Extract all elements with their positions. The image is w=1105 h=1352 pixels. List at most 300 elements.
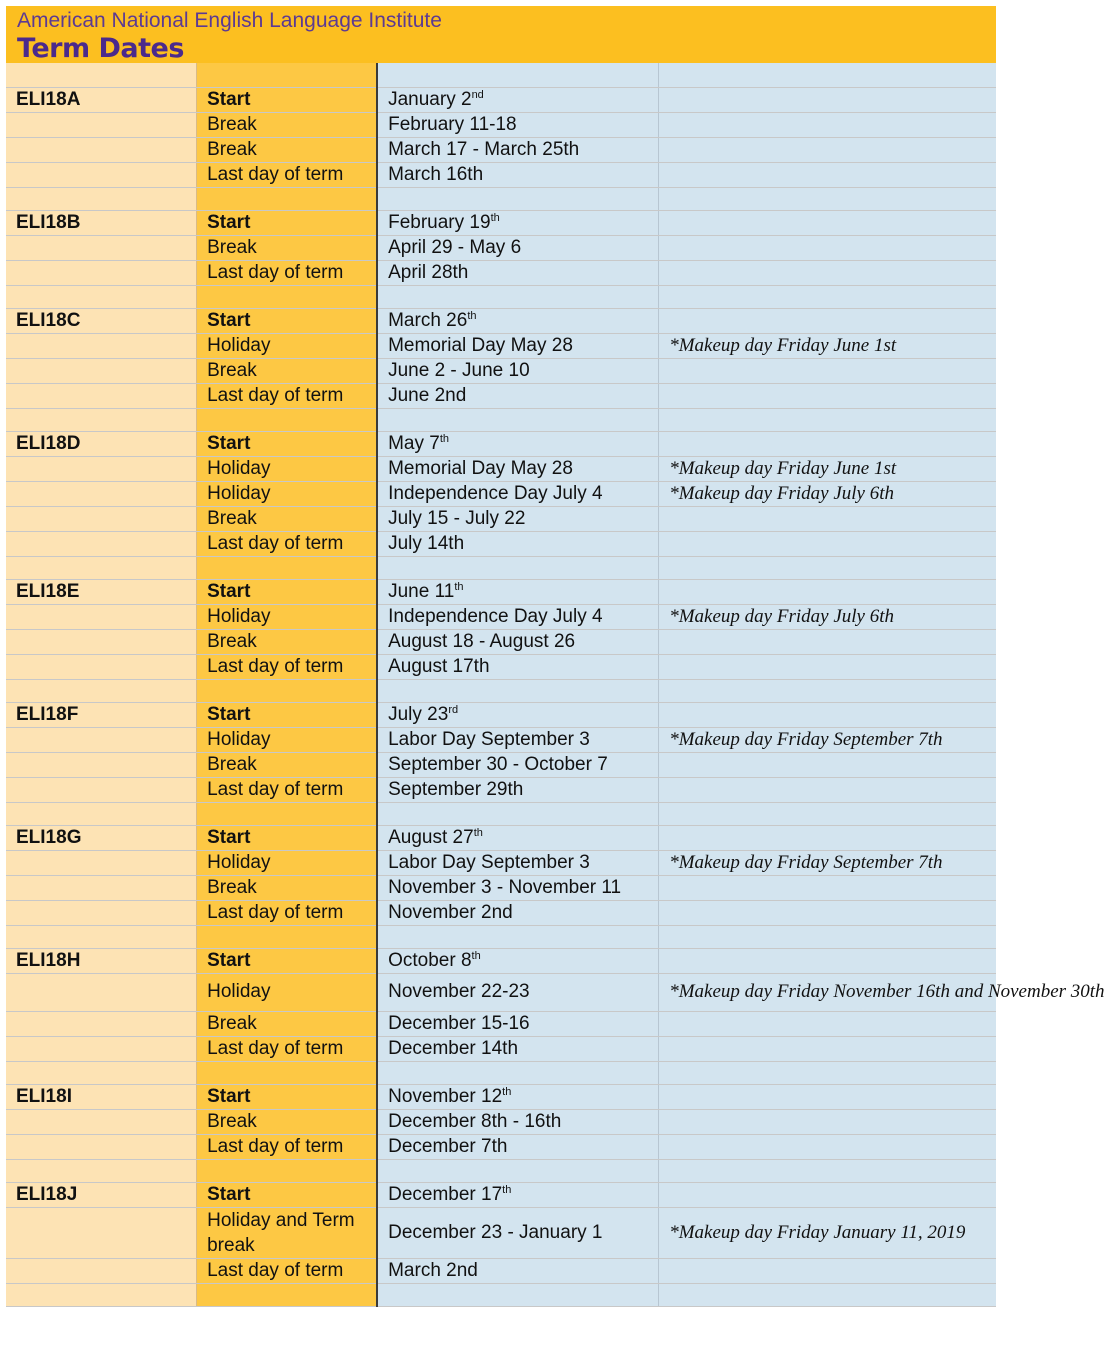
term-cell — [6, 850, 197, 875]
event-label: Break — [207, 507, 257, 529]
term-cell — [6, 531, 197, 556]
term-cell: ELI18A — [6, 87, 197, 112]
term-cell — [6, 727, 197, 752]
event-label: Holiday — [207, 334, 271, 356]
date-text: February 19 — [388, 211, 491, 233]
table-row — [6, 1283, 996, 1306]
date-text: April 29 - May 6 — [388, 236, 522, 258]
note-cell — [659, 187, 996, 210]
event-cell — [197, 802, 378, 825]
table-row — [6, 285, 996, 308]
date-text: June 11 — [388, 580, 455, 602]
date-text: March 16th — [388, 163, 484, 185]
date-cell — [377, 308, 659, 333]
event-label: Break — [207, 630, 257, 652]
term-cell — [6, 973, 197, 1011]
term-cell — [6, 481, 197, 506]
term-cell: ELI18B — [6, 210, 197, 235]
date-text: December 8th - 16th — [388, 1110, 562, 1132]
date-text: March 2nd — [388, 1259, 478, 1281]
event-cell — [197, 506, 378, 531]
date-cell — [377, 1182, 659, 1207]
event-label: Holiday — [207, 728, 271, 750]
event-label: Break — [207, 236, 257, 258]
date-cell — [377, 900, 659, 925]
table-row — [6, 260, 996, 285]
date-cell — [377, 1036, 659, 1061]
event-label: Start — [207, 826, 251, 848]
date-cell — [377, 825, 659, 850]
term-cell — [6, 1283, 197, 1306]
term-cell — [6, 358, 197, 383]
term-cell — [6, 1036, 197, 1061]
event-cell — [197, 383, 378, 408]
date-cell — [377, 1011, 659, 1036]
event-cell — [197, 777, 378, 802]
term-cell — [6, 1207, 197, 1258]
date-text: August 27 — [388, 826, 474, 848]
date-cell — [377, 63, 659, 87]
note-cell — [659, 1283, 996, 1306]
event-label: Start — [207, 309, 251, 331]
event-cell — [197, 948, 378, 973]
event-cell — [197, 752, 378, 777]
date-cell — [377, 1283, 659, 1306]
page-title: Term Dates — [17, 33, 184, 64]
ordinal-suffix: th — [502, 1183, 512, 1196]
event-label: Last day of term — [207, 1135, 344, 1157]
note-cell — [659, 579, 996, 604]
note-cell — [659, 506, 996, 531]
event-cell — [197, 333, 378, 358]
date-text: May 7 — [388, 432, 440, 454]
event-cell — [197, 850, 378, 875]
table-row — [6, 112, 996, 137]
date-text: July 15 - July 22 — [388, 507, 526, 529]
date-cell — [377, 604, 659, 629]
term-cell: ELI18C — [6, 308, 197, 333]
date-text: Independence Day July 4 — [388, 482, 603, 504]
event-cell — [197, 308, 378, 333]
table-row — [6, 727, 996, 752]
ordinal-suffix: nd — [471, 88, 484, 101]
institute-name: American National English Language Institute — [17, 9, 442, 32]
term-cell — [6, 456, 197, 481]
date-text: June 2 - June 10 — [388, 359, 530, 381]
date-text: November 12 — [388, 1085, 503, 1107]
date-cell — [377, 87, 659, 112]
note-cell — [659, 654, 996, 679]
term-cell: ELI18D — [6, 431, 197, 456]
date-text: October 8 — [388, 949, 472, 971]
table-row — [6, 333, 996, 358]
event-label: Start — [207, 580, 251, 602]
note-cell — [659, 431, 996, 456]
event-cell — [197, 556, 378, 579]
date-cell — [377, 875, 659, 900]
table-row — [6, 556, 996, 579]
date-cell — [377, 260, 659, 285]
table-row — [6, 654, 996, 679]
table-row — [6, 210, 996, 235]
event-cell — [197, 825, 378, 850]
table-row — [6, 383, 996, 408]
event-cell — [197, 654, 378, 679]
event-cell — [197, 1207, 378, 1258]
note-cell — [659, 1134, 996, 1159]
event-cell — [197, 162, 378, 187]
term-cell — [6, 137, 197, 162]
date-text: September 29th — [388, 778, 524, 800]
date-text: June 2nd — [388, 384, 467, 406]
term-cell: ELI18E — [6, 579, 197, 604]
note-cell — [659, 1036, 996, 1061]
date-text: August 17th — [388, 655, 490, 677]
event-label: Break — [207, 359, 257, 381]
date-text: August 18 - August 26 — [388, 630, 576, 652]
event-cell — [197, 210, 378, 235]
table-row — [6, 531, 996, 556]
date-cell — [377, 285, 659, 308]
event-label: Last day of term — [207, 384, 344, 406]
table-row — [6, 579, 996, 604]
date-text: Independence Day July 4 — [388, 605, 603, 627]
table-row — [6, 925, 996, 948]
date-cell — [377, 210, 659, 235]
term-dates-sheet — [6, 6, 1105, 1307]
term-cell — [6, 1134, 197, 1159]
date-text: Memorial Day May 28 — [388, 457, 573, 479]
event-cell — [197, 875, 378, 900]
table-row — [6, 187, 996, 210]
table-row — [6, 137, 996, 162]
ordinal-suffix: th — [471, 949, 481, 962]
table-row — [6, 162, 996, 187]
note-cell — [659, 752, 996, 777]
event-label: Start — [207, 211, 251, 233]
note-cell — [659, 137, 996, 162]
table-row — [6, 948, 996, 973]
date-cell — [377, 481, 659, 506]
note-cell — [659, 408, 996, 431]
term-cell — [6, 408, 197, 431]
term-cell: ELI18F — [6, 702, 197, 727]
date-text: December 15-16 — [388, 1012, 530, 1034]
event-label: Last day of term — [207, 901, 344, 923]
date-cell — [377, 358, 659, 383]
date-cell — [377, 1061, 659, 1084]
note-cell — [659, 679, 996, 702]
note-cell — [659, 1011, 996, 1036]
event-cell — [197, 1134, 378, 1159]
event-cell — [197, 1061, 378, 1084]
date-text: July 14th — [388, 532, 465, 554]
date-cell — [377, 654, 659, 679]
event-cell — [197, 1182, 378, 1207]
term-cell — [6, 260, 197, 285]
term-cell: ELI18I — [6, 1084, 197, 1109]
note-cell: *Makeup day Friday November 16th and November 30th — [659, 973, 996, 1011]
note-cell: *Makeup day Friday January 11, 2019 — [659, 1207, 996, 1258]
term-cell — [6, 333, 197, 358]
term-cell — [6, 63, 197, 87]
note-cell: *Makeup day Friday June 1st — [659, 333, 996, 358]
date-text: December 23 - January 1 — [388, 1221, 603, 1243]
event-cell — [197, 137, 378, 162]
table-row — [6, 752, 996, 777]
note-cell — [659, 1109, 996, 1134]
event-label: Start — [207, 949, 251, 971]
table-row — [6, 87, 996, 112]
note-cell: *Makeup day Friday September 7th — [659, 727, 996, 752]
date-text: Memorial Day May 28 — [388, 334, 573, 356]
date-cell — [377, 408, 659, 431]
date-cell — [377, 333, 659, 358]
date-cell — [377, 506, 659, 531]
event-label: Break — [207, 876, 257, 898]
term-cell — [6, 604, 197, 629]
ordinal-suffix: th — [454, 580, 464, 593]
term-cell — [6, 629, 197, 654]
term-cell — [6, 506, 197, 531]
event-label: Start — [207, 88, 251, 110]
term-cell: ELI18G — [6, 825, 197, 850]
term-cell: ELI18H — [6, 948, 197, 973]
date-text: November 3 - November 11 — [388, 876, 622, 898]
note-cell — [659, 1258, 996, 1283]
table-row — [6, 1159, 996, 1182]
term-cell — [6, 777, 197, 802]
note-cell: *Makeup day Friday July 6th — [659, 481, 996, 506]
table-row — [6, 802, 996, 825]
note-cell — [659, 112, 996, 137]
note-cell — [659, 531, 996, 556]
date-cell — [377, 187, 659, 210]
table-row — [6, 850, 996, 875]
event-label: Holiday — [207, 981, 271, 1002]
term-cell — [6, 925, 197, 948]
event-cell — [197, 63, 378, 87]
note-cell — [659, 1159, 996, 1182]
date-cell — [377, 850, 659, 875]
event-label: Last day of term — [207, 163, 344, 185]
table-row — [6, 825, 996, 850]
term-cell — [6, 1258, 197, 1283]
date-text: March 17 - March 25th — [388, 138, 580, 160]
term-cell — [6, 1011, 197, 1036]
ordinal-suffix: th — [502, 1085, 512, 1098]
event-cell — [197, 431, 378, 456]
term-cell — [6, 383, 197, 408]
ordinal-suffix: th — [467, 309, 477, 322]
ordinal-suffix: th — [473, 826, 483, 839]
date-cell — [377, 1207, 659, 1258]
table-row — [6, 1084, 996, 1109]
note-cell — [659, 383, 996, 408]
table-row — [6, 679, 996, 702]
table-row — [6, 408, 996, 431]
note-cell — [659, 87, 996, 112]
date-cell — [377, 777, 659, 802]
table-row — [6, 875, 996, 900]
event-cell — [197, 112, 378, 137]
note-cell — [659, 1182, 996, 1207]
event-cell — [197, 358, 378, 383]
event-cell — [197, 87, 378, 112]
event-label: Last day of term — [207, 655, 344, 677]
event-label: Last day of term — [207, 778, 344, 800]
date-text: March 26 — [388, 309, 468, 331]
date-text: Labor Day September 3 — [388, 728, 590, 750]
date-text: January 2 — [388, 88, 472, 110]
date-cell — [377, 727, 659, 752]
term-cell — [6, 1061, 197, 1084]
table-row — [6, 358, 996, 383]
date-cell — [377, 112, 659, 137]
event-label: Break — [207, 138, 257, 160]
note-cell — [659, 63, 996, 87]
table-row — [6, 431, 996, 456]
term-cell: ELI18J — [6, 1182, 197, 1207]
term-cell — [6, 1159, 197, 1182]
term-cell — [6, 654, 197, 679]
table-row — [6, 973, 996, 1011]
event-label: Holiday and Term break — [207, 1209, 355, 1256]
ordinal-suffix: th — [490, 211, 500, 224]
note-cell — [659, 162, 996, 187]
event-cell — [197, 1258, 378, 1283]
event-cell — [197, 1084, 378, 1109]
note-cell — [659, 875, 996, 900]
table-row — [6, 235, 996, 260]
date-cell — [377, 579, 659, 604]
event-cell — [197, 1159, 378, 1182]
note-cell: *Makeup day Friday July 6th — [659, 604, 996, 629]
event-label: Last day of term — [207, 532, 344, 554]
term-cell — [6, 235, 197, 260]
note-cell — [659, 210, 996, 235]
date-text: Labor Day September 3 — [388, 851, 590, 873]
date-cell — [377, 925, 659, 948]
event-cell — [197, 925, 378, 948]
note-cell — [659, 358, 996, 383]
event-cell — [197, 285, 378, 308]
term-cell — [6, 285, 197, 308]
note-cell — [659, 802, 996, 825]
date-text: December 7th — [388, 1135, 508, 1157]
date-cell — [377, 1134, 659, 1159]
table-row — [6, 1182, 996, 1207]
term-cell — [6, 875, 197, 900]
event-label: Start — [207, 1183, 251, 1205]
term-cell — [6, 802, 197, 825]
table-body — [6, 63, 1105, 1306]
term-cell — [6, 1109, 197, 1134]
date-cell — [377, 137, 659, 162]
event-cell — [197, 702, 378, 727]
table-row — [6, 506, 996, 531]
table-row — [6, 1036, 996, 1061]
table-row — [6, 1061, 996, 1084]
note-cell — [659, 825, 996, 850]
event-cell — [197, 727, 378, 752]
event-cell — [197, 900, 378, 925]
event-label: Start — [207, 1085, 251, 1107]
table-row — [6, 481, 996, 506]
date-cell — [377, 162, 659, 187]
date-text: November 2nd — [388, 901, 513, 923]
table-row — [6, 456, 996, 481]
table-row — [6, 1011, 996, 1036]
event-label: Last day of term — [207, 1259, 344, 1281]
date-cell — [377, 1159, 659, 1182]
term-cell — [6, 752, 197, 777]
event-cell — [197, 235, 378, 260]
date-cell — [377, 456, 659, 481]
term-cell — [6, 900, 197, 925]
date-cell — [377, 948, 659, 973]
table-row — [6, 1134, 996, 1159]
ordinal-suffix: rd — [448, 703, 459, 716]
note-cell — [659, 900, 996, 925]
date-cell — [377, 679, 659, 702]
date-text: April 28th — [388, 261, 469, 283]
note-cell: *Makeup day Friday September 7th — [659, 850, 996, 875]
date-cell — [377, 1258, 659, 1283]
date-cell — [377, 702, 659, 727]
event-cell — [197, 579, 378, 604]
event-label: Holiday — [207, 605, 271, 627]
event-cell — [197, 531, 378, 556]
term-cell — [6, 162, 197, 187]
date-cell — [377, 802, 659, 825]
event-label: Break — [207, 753, 257, 775]
term-cell — [6, 112, 197, 137]
term-cell — [6, 679, 197, 702]
note-cell — [659, 235, 996, 260]
header-banner — [6, 6, 996, 63]
event-label: Start — [207, 703, 251, 725]
date-text: July 23 — [388, 703, 449, 725]
term-dates-table — [6, 63, 1105, 1307]
event-label: Holiday — [207, 851, 271, 873]
event-cell — [197, 260, 378, 285]
note-cell — [659, 629, 996, 654]
note-cell — [659, 285, 996, 308]
ordinal-suffix: th — [439, 432, 450, 445]
event-cell — [197, 481, 378, 506]
event-cell — [197, 629, 378, 654]
date-text: December 17 — [388, 1183, 503, 1205]
table-row — [6, 777, 996, 802]
note-cell — [659, 1061, 996, 1084]
note-cell — [659, 702, 996, 727]
table-row — [6, 629, 996, 654]
event-cell — [197, 1036, 378, 1061]
table-row — [6, 702, 996, 727]
date-cell — [377, 973, 659, 1011]
date-cell — [377, 1109, 659, 1134]
date-cell — [377, 235, 659, 260]
date-cell — [377, 556, 659, 579]
date-cell — [377, 629, 659, 654]
note-cell — [659, 308, 996, 333]
date-cell — [377, 383, 659, 408]
note-cell — [659, 948, 996, 973]
event-label: Holiday — [207, 457, 271, 479]
event-label: Holiday — [207, 482, 271, 504]
event-label: Break — [207, 1012, 257, 1034]
